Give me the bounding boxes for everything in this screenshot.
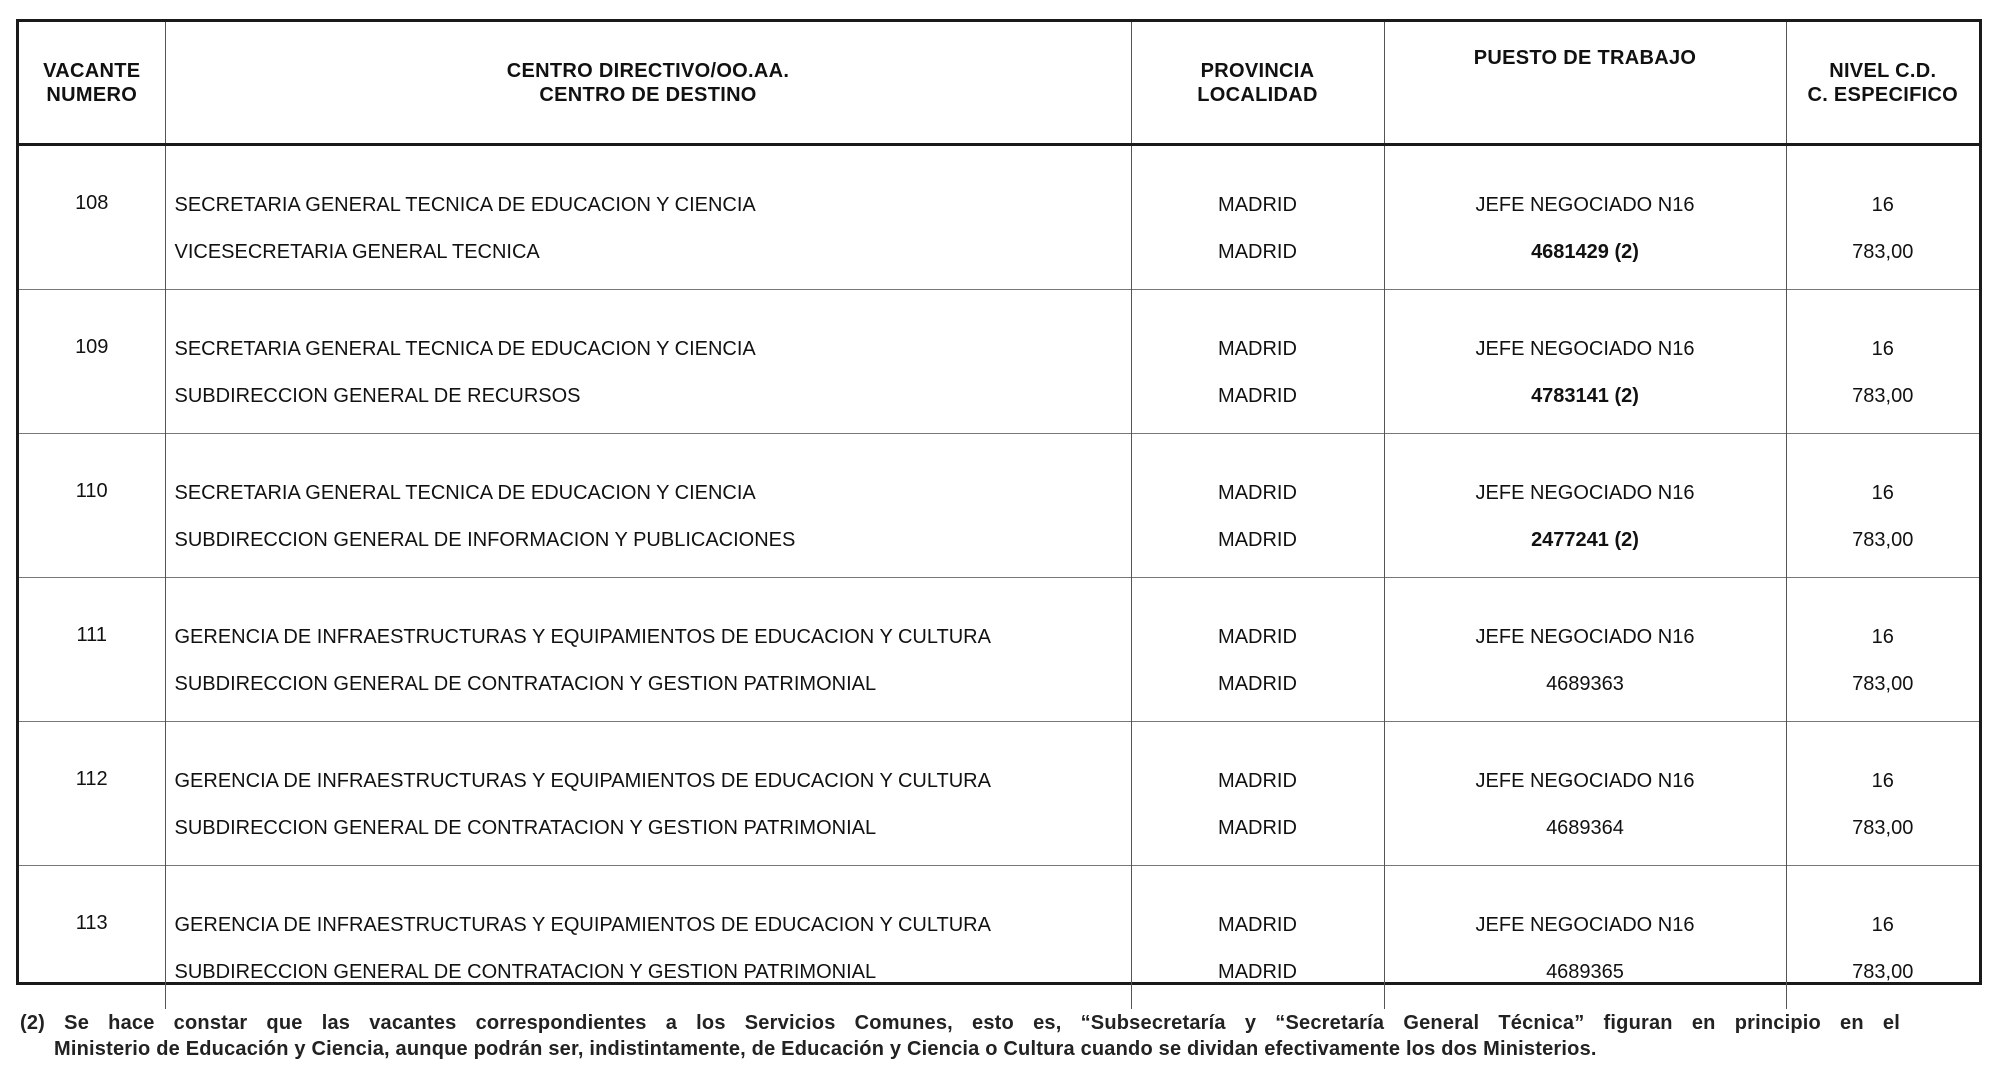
header-puesto-line1: PUESTO DE TRABAJO [1473, 47, 1697, 69]
provincia: MADRID [1218, 482, 1297, 504]
cell-centro [165, 578, 1131, 722]
header-provincia-line1: PROVINCIA [1200, 59, 1315, 82]
vacante-numero: 108 [75, 192, 109, 214]
vacante-numero: 113 [75, 912, 108, 934]
puesto-trabajo: JEFE NEGOCIADO N16 [1475, 338, 1695, 360]
provincia: MADRID [1218, 626, 1297, 648]
puesto-trabajo: JEFE NEGOCIADO N16 [1475, 482, 1695, 504]
puesto-trabajo: JEFE NEGOCIADO N16 [1475, 914, 1695, 936]
cell-centro [165, 866, 1131, 1010]
vacante-numero: 110 [75, 480, 108, 502]
table-row [19, 434, 1979, 578]
nivel-cd: 16 [1871, 626, 1894, 648]
cell-nivel [1786, 578, 1979, 722]
localidad: MADRID [1218, 241, 1297, 263]
cell-nivel [1786, 145, 1979, 290]
header-centro [165, 22, 1131, 145]
provincia: MADRID [1218, 770, 1297, 792]
cell-centro [165, 290, 1131, 434]
cell-num [19, 434, 165, 578]
puesto-codigo: 4783141 (2) [1531, 385, 1639, 407]
cell-nivel [1786, 290, 1979, 434]
header-vacante-line2: NUMERO [46, 83, 138, 106]
cell-num [19, 722, 165, 866]
nivel-cd: 16 [1871, 194, 1894, 216]
localidad: MADRID [1218, 961, 1297, 983]
table-header-row [19, 22, 1979, 145]
complemento-especifico: 783,00 [1852, 241, 1914, 263]
footnote [20, 1010, 1970, 1062]
localidad: MADRID [1218, 817, 1297, 839]
centro-directivo: GERENCIA DE INFRAESTRUCTURAS Y EQUIPAMIENTOS DE EDUCACION Y CULTURA [174, 914, 991, 936]
centro-destino: VICESECRETARIA GENERAL TECNICA [174, 241, 540, 263]
header-puesto [1384, 22, 1786, 145]
header-nivel-line1: NIVEL C.D. [1829, 59, 1937, 82]
nivel-cd: 16 [1871, 770, 1894, 792]
centro-destino: SUBDIRECCION GENERAL DE CONTRATACION Y GESTION PATRIMONIAL [174, 961, 877, 983]
table-row [19, 578, 1979, 722]
cell-num [19, 145, 165, 290]
header-vacante-line1: VACANTE [43, 59, 141, 82]
cell-centro [165, 434, 1131, 578]
localidad: MADRID [1218, 673, 1297, 695]
cell-num [19, 290, 165, 434]
cell-num [19, 578, 165, 722]
vacancies-table [19, 22, 1979, 1009]
header-provincia-line2: LOCALIDAD [1197, 83, 1318, 106]
puesto-codigo: 4689363 [1546, 673, 1624, 695]
centro-destino: SUBDIRECCION GENERAL DE INFORMACION Y PUBLICACIONES [174, 529, 796, 551]
centro-directivo: SECRETARIA GENERAL TECNICA DE EDUCACION Y CIENCIA [174, 338, 756, 360]
cell-centro [165, 145, 1131, 290]
localidad: MADRID [1218, 385, 1297, 407]
header-centro-line1: CENTRO DIRECTIVO/OO.AA. [506, 59, 790, 82]
puesto-trabajo: JEFE NEGOCIADO N16 [1475, 626, 1695, 648]
cell-centro [165, 722, 1131, 866]
table-body [19, 145, 1979, 1010]
puesto-trabajo: JEFE NEGOCIADO N16 [1475, 194, 1695, 216]
vacancies-table-frame [16, 19, 1982, 985]
provincia: MADRID [1218, 338, 1297, 360]
complemento-especifico: 783,00 [1852, 385, 1914, 407]
header-provincia [1131, 22, 1384, 145]
centro-directivo: GERENCIA DE INFRAESTRUCTURAS Y EQUIPAMIENTOS DE EDUCACION Y CULTURA [174, 770, 991, 792]
puesto-codigo: 2477241 (2) [1531, 529, 1639, 551]
cell-prov [1131, 722, 1384, 866]
localidad: MADRID [1218, 529, 1297, 551]
cell-prov [1131, 145, 1384, 290]
centro-directivo: SECRETARIA GENERAL TECNICA DE EDUCACION Y CIENCIA [174, 482, 756, 504]
centro-directivo: GERENCIA DE INFRAESTRUCTURAS Y EQUIPAMIENTOS DE EDUCACION Y CULTURA [174, 626, 991, 648]
complemento-especifico: 783,00 [1852, 961, 1914, 983]
centro-destino: SUBDIRECCION GENERAL DE CONTRATACION Y GESTION PATRIMONIAL [174, 673, 877, 695]
header-nivel [1786, 22, 1979, 145]
nivel-cd: 16 [1871, 914, 1894, 936]
centro-directivo: SECRETARIA GENERAL TECNICA DE EDUCACION Y CIENCIA [174, 194, 756, 216]
vacante-numero: 112 [75, 768, 108, 790]
footnote-line1: (2) Se hace constar que las vacantes correspondientes a los Servicios Comunes, esto es, “Subsecretaría y “Secretaría General Técnica” figuran en principio en el [20, 1012, 1900, 1034]
header-nivel-line2: C. ESPECIFICO [1807, 83, 1959, 106]
complemento-especifico: 783,00 [1852, 673, 1914, 695]
vacante-numero: 111 [76, 624, 107, 646]
cell-puesto [1384, 434, 1786, 578]
cell-puesto [1384, 866, 1786, 1010]
cell-prov [1131, 290, 1384, 434]
cell-prov [1131, 578, 1384, 722]
table-row [19, 866, 1979, 1010]
nivel-cd: 16 [1871, 482, 1894, 504]
table-row [19, 290, 1979, 434]
centro-destino: SUBDIRECCION GENERAL DE CONTRATACION Y GESTION PATRIMONIAL [174, 817, 877, 839]
footnote-line2: Ministerio de Educación y Ciencia, aunque podrán ser, indistintamente, de Educación y Ciencia o Cultura cuando se dividan efectivamente los dos Ministerios. [54, 1038, 1597, 1060]
cell-puesto [1384, 145, 1786, 290]
table-row [19, 145, 1979, 290]
puesto-codigo: 4689364 [1546, 817, 1624, 839]
table-row [19, 722, 1979, 866]
puesto-codigo: 4689365 [1546, 961, 1624, 983]
cell-nivel [1786, 866, 1979, 1010]
cell-prov [1131, 434, 1384, 578]
cell-puesto [1384, 722, 1786, 866]
centro-destino: SUBDIRECCION GENERAL DE RECURSOS [174, 385, 581, 407]
vacante-numero: 109 [75, 336, 109, 358]
cell-prov [1131, 866, 1384, 1010]
provincia: MADRID [1218, 194, 1297, 216]
complemento-especifico: 783,00 [1852, 817, 1914, 839]
cell-num [19, 866, 165, 1010]
complemento-especifico: 783,00 [1852, 529, 1914, 551]
cell-puesto [1384, 578, 1786, 722]
puesto-trabajo: JEFE NEGOCIADO N16 [1475, 770, 1695, 792]
header-vacante [19, 22, 165, 145]
cell-nivel [1786, 434, 1979, 578]
provincia: MADRID [1218, 914, 1297, 936]
cell-puesto [1384, 290, 1786, 434]
nivel-cd: 16 [1871, 338, 1894, 360]
cell-nivel [1786, 722, 1979, 866]
puesto-codigo: 4681429 (2) [1531, 241, 1639, 263]
header-centro-line2: CENTRO DE DESTINO [539, 83, 757, 106]
